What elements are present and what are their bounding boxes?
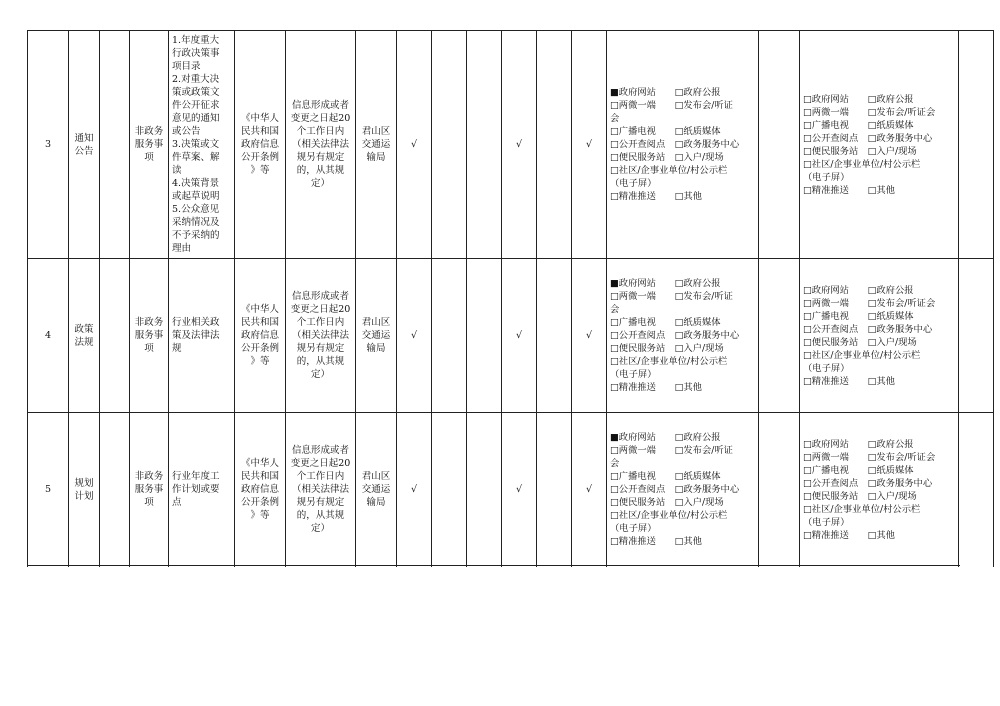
channel-option-line: □广播电视 □纸质媒体 [803,464,914,476]
channel-option-line: □两微一端 □发布会/听证会 [803,451,936,463]
channel-option-line: □便民服务站 □入户/现场 [803,490,917,502]
disclosure-items-cell: 行业相关政 策及法律法 规 [169,259,235,413]
table-row [28,31,994,259]
check-mark: √ [502,259,537,413]
empty-cell [959,259,994,413]
channel-option-line: ■政府网站 □政府公报 [610,87,721,98]
empty-cell [537,413,572,567]
empty-cell [759,413,800,567]
matter-type-cell: 非政务 服务事 项 [130,413,169,567]
channel-option-line: □社区/企事业单位/村公示栏 [610,165,728,176]
channel-option-line: □两微一端 □发布会/听证会 [803,106,936,118]
check-mark: √ [502,31,537,259]
empty-cell [537,259,572,413]
channel-option-line: □两微一端 □发布会/听证 [610,445,733,457]
channel-option-line: □精准推送 □其他 [610,536,702,548]
empty-cell [100,413,130,567]
channel-option-line: □广播电视 □纸质媒体 [610,471,721,483]
subject-cell: 君山区 交通运 输局 [356,31,397,259]
channel-option-line: □公开查阅点 □政务服务中心 [610,139,740,150]
channel-option-line: （电子屏） [803,516,850,528]
time-limit-cell: 信息形成或者 变更之日起20 个工作日内 （相关法律法 规另有规定 的，从其规 定） [286,259,356,413]
channel-options-selected [607,259,759,413]
channel-option-line: □两微一端 □发布会/听证会 [803,297,936,309]
table-bottom-rule [27,565,960,566]
empty-cell [100,31,130,259]
channel-option-line: □精准推送 □其他 [803,375,895,387]
channel-options-selected [607,413,759,567]
channel-option-line: □便民服务站 □入户/现场 [803,145,917,157]
channel-option-line: □公开查阅点 □政务服务中心 [803,132,933,144]
channel-option-line: □社区/企事业单位/村公示栏 [803,503,921,515]
disclosure-table [27,30,994,567]
empty-cell [759,31,800,259]
channel-option-line: □公开查阅点 □政务服务中心 [803,477,933,489]
channel-option-line: □公开查阅点 □政务服务中心 [803,323,933,335]
channel-option-line: □便民服务站 □入户/现场 [610,152,724,163]
channel-option-line: （电子屏） [610,178,657,189]
channel-option-line: □两微一端 □发布会/听证 [610,100,733,111]
check-mark: √ [572,259,607,413]
channel-option-line: □便民服务站 □入户/现场 [610,343,724,354]
check-mark: √ [502,413,537,567]
empty-cell [432,31,467,259]
basis-cell: 《中华人 民共和国 政府信息 公开条例 》等 [235,413,286,567]
channel-option-line: （电子屏） [610,369,657,380]
table-row [28,259,994,413]
empty-cell [467,31,502,259]
subject-cell: 君山区 交通运 输局 [356,413,397,567]
channel-options-blank [800,31,959,259]
empty-cell [959,413,994,567]
channel-option-line: 会 [610,458,620,470]
channel-option-line: □政府网站 □政府公报 [803,93,914,105]
category-cell: 规划 计划 [69,413,100,567]
time-limit-cell: 信息形成或者 变更之日起20 个工作日内 （相关法律法 规另有规定 的，从其规 定） [286,413,356,567]
channel-option-line: □公开查阅点 □政务服务中心 [610,484,740,496]
channel-option-line: □便民服务站 □入户/现场 [610,497,724,509]
channel-option-line: 会 [610,113,620,124]
check-mark: √ [397,31,432,259]
channel-option-line: □社区/企事业单位/村公示栏 [610,356,728,367]
basis-cell: 《中华人 民共和国 政府信息 公开条例 》等 [235,259,286,413]
empty-cell [759,259,800,413]
channel-option-line: □公开查阅点 □政务服务中心 [610,330,740,341]
channel-option-line: □社区/企事业单位/村公示栏 [610,510,728,522]
channel-option-line: □广播电视 □纸质媒体 [803,119,914,131]
channel-option-line: □广播电视 □纸质媒体 [610,126,721,137]
empty-cell [537,31,572,259]
matter-type-cell: 非政务 服务事 项 [130,31,169,259]
empty-cell [467,413,502,567]
empty-cell [100,259,130,413]
channel-option-line: □社区/企事业单位/村公示栏 [803,158,921,170]
channel-option-line: □广播电视 □纸质媒体 [803,310,914,322]
check-mark: √ [572,413,607,567]
channel-option-line: □政府网站 □政府公报 [803,438,914,450]
check-mark: √ [397,259,432,413]
matter-type-cell: 非政务 服务事 项 [130,259,169,413]
channel-option-line: □两微一端 □发布会/听证 [610,291,733,302]
channel-option-line: （电子屏） [610,523,657,535]
channel-option-line: ■政府网站 □政府公报 [610,278,721,289]
channel-option-line: （电子屏） [803,171,850,183]
category-cell: 政策 法规 [69,259,100,413]
disclosure-items-cell: 1.年度重大 行政决策事 项目录 2.对重大决 策或政策文 件公开征求 意见的通知 或公告 3.决策或文 件草案、解 读 4.决策背景 或起草说明 5.公众意见 采纳情况及 不予采纳的 理由 [169,31,235,259]
channel-options-blank [800,413,959,567]
row-number: 3 [28,31,69,259]
channel-option-line: □精准推送 □其他 [610,191,702,202]
category-cell: 通知 公告 [69,31,100,259]
empty-cell [959,31,994,259]
channel-option-line: □精准推送 □其他 [803,529,895,541]
channel-option-line: □广播电视 □纸质媒体 [610,317,721,328]
channel-option-line: ■政府网站 □政府公报 [610,432,721,444]
row-number: 5 [28,413,69,567]
channel-option-line: □精准推送 □其他 [803,184,895,196]
channel-option-line: □社区/企事业单位/村公示栏 [803,349,921,361]
empty-cell [432,259,467,413]
channel-options-selected [607,31,759,259]
row-number: 4 [28,259,69,413]
disclosure-items-cell: 行业年度工 作计划或要 点 [169,413,235,567]
empty-cell [432,413,467,567]
time-limit-cell: 信息形成或者 变更之日起20 个工作日内 （相关法律法 规另有规定 的，从其规 定） [286,31,356,259]
subject-cell: 君山区 交通运 输局 [356,259,397,413]
channel-option-line: （电子屏） [803,362,850,374]
check-mark: √ [572,31,607,259]
channel-option-line: □政府网站 □政府公报 [803,284,914,296]
table-row [28,413,994,567]
channel-option-line: □便民服务站 □入户/现场 [803,336,917,348]
check-mark: √ [397,413,432,567]
channel-option-line: □精准推送 □其他 [610,382,702,393]
channel-options-blank [800,259,959,413]
empty-cell [467,259,502,413]
channel-option-line: 会 [610,304,620,315]
basis-cell: 《中华人 民共和国 政府信息 公开条例 》等 [235,31,286,259]
